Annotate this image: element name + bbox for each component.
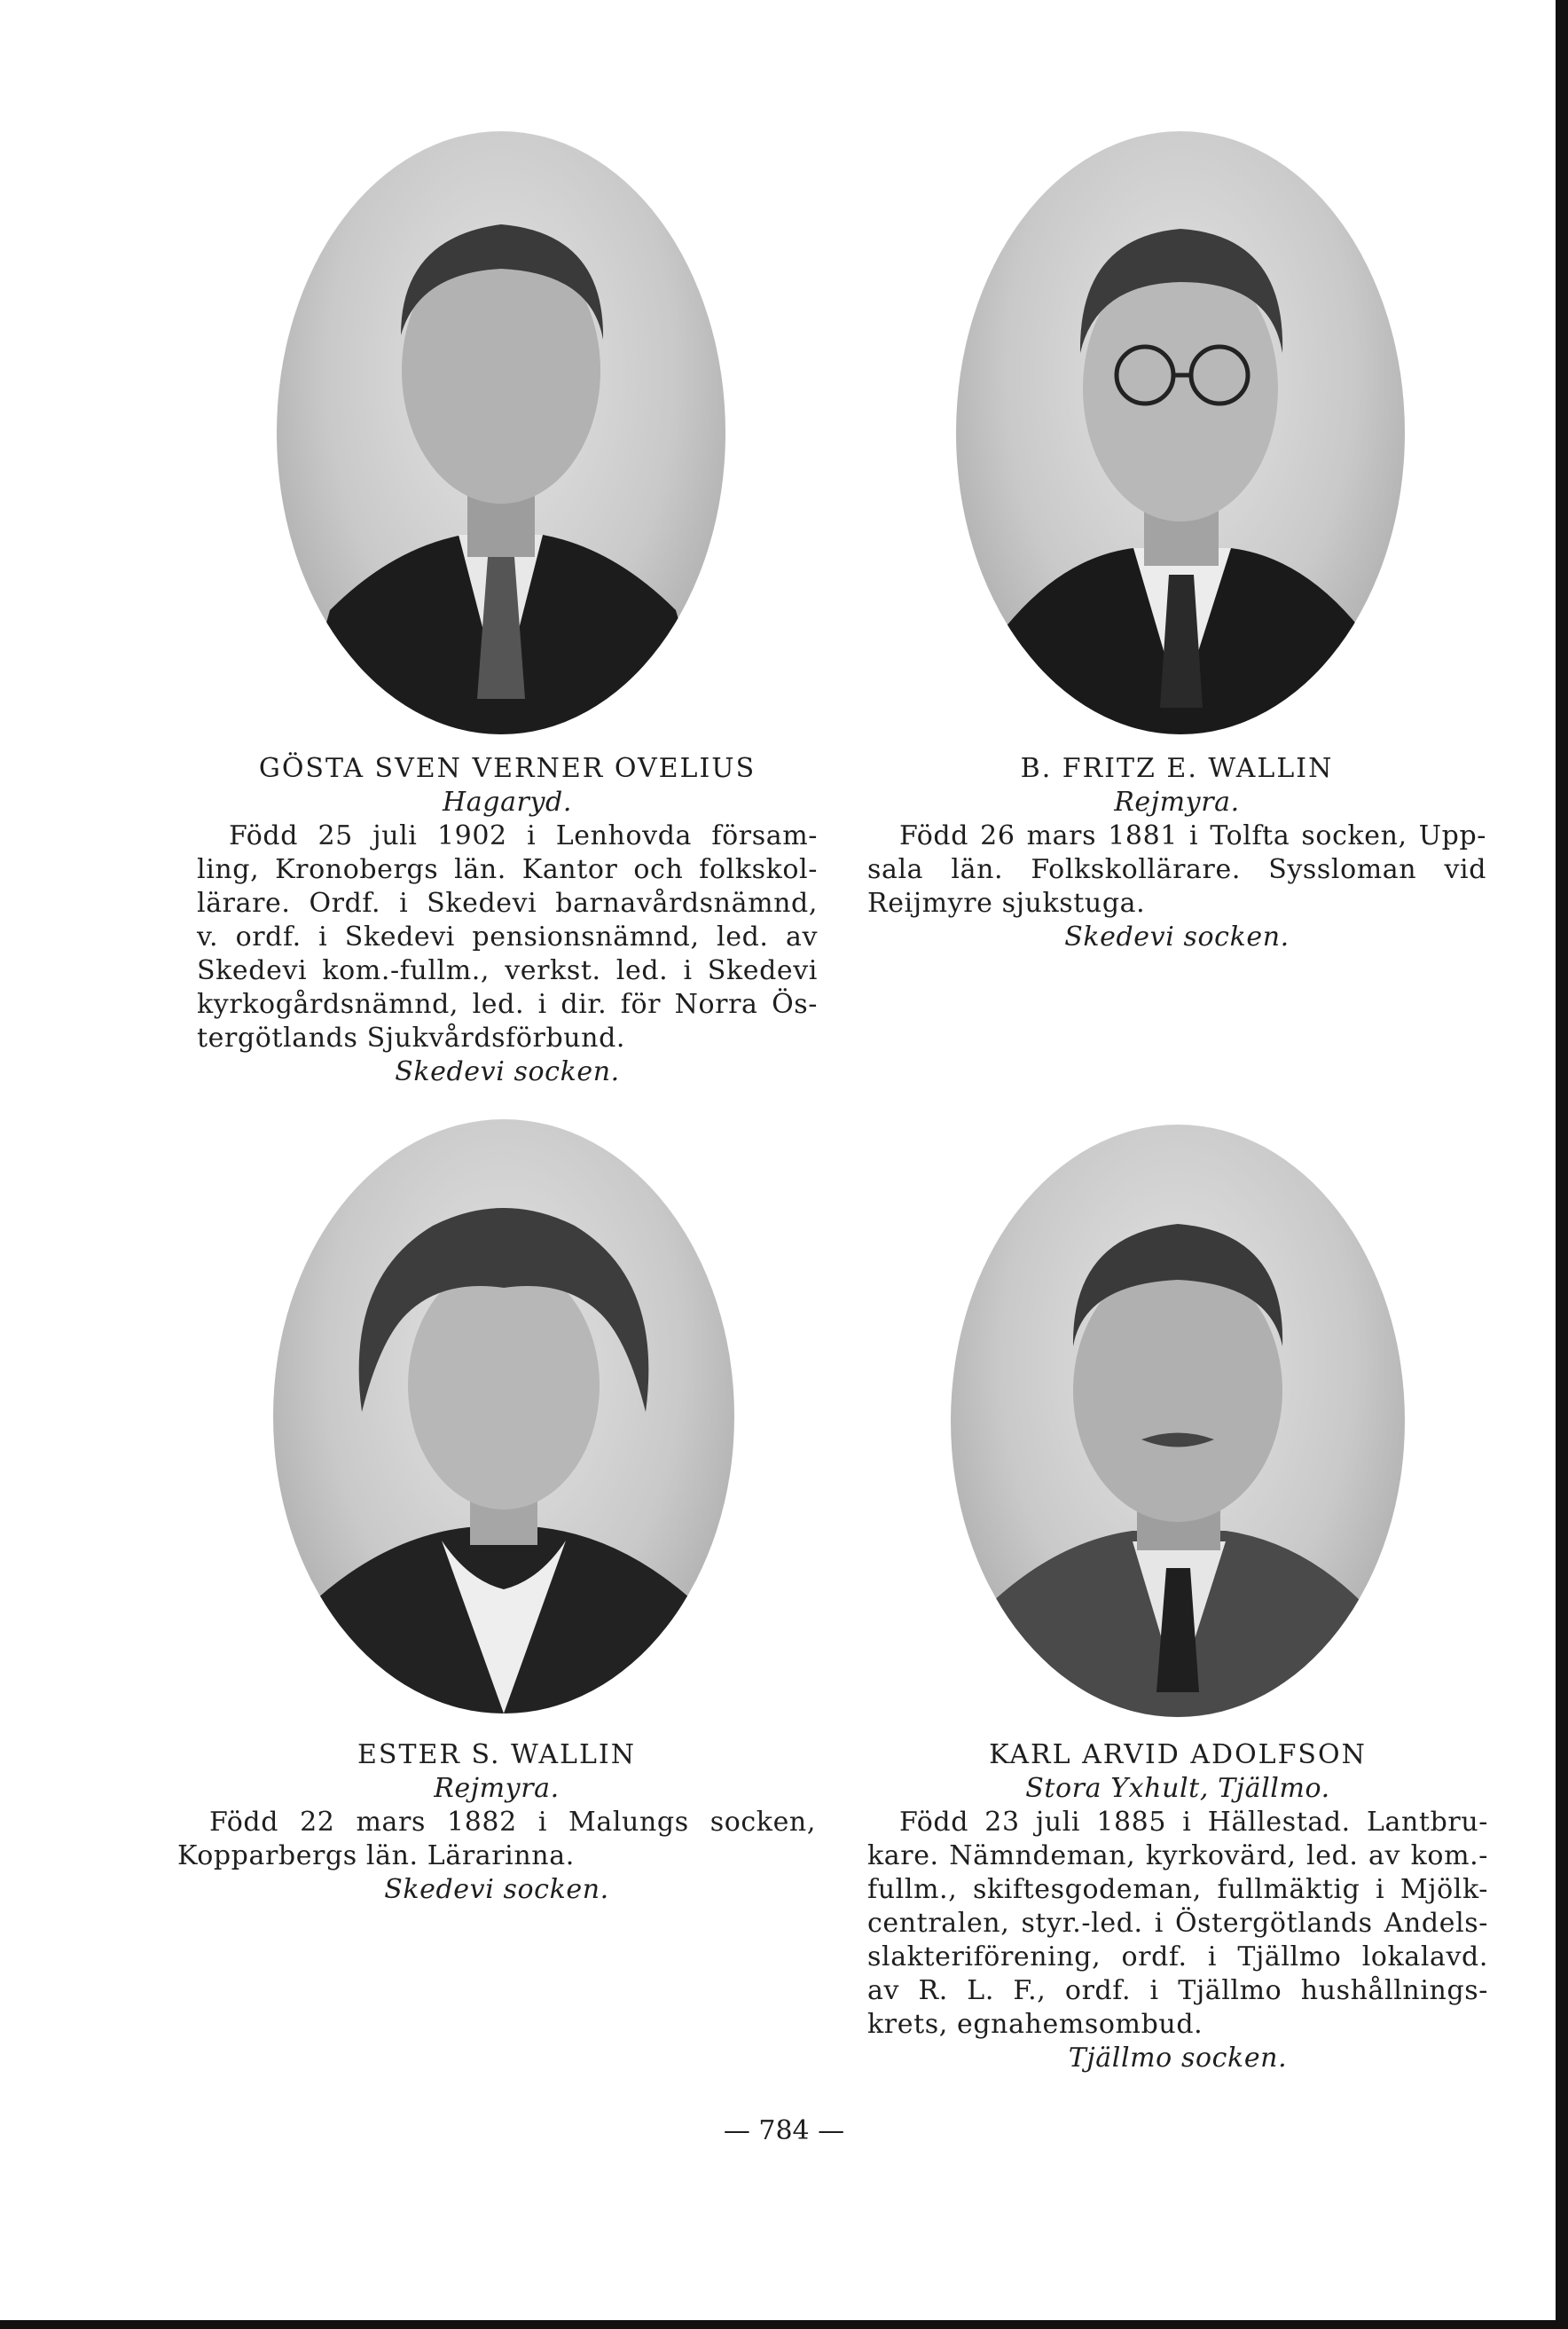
entry-adolfson — [867, 1738, 1488, 2075]
scan-border-bottom — [0, 2320, 1568, 2329]
residence-place: Rejmyra. — [434, 1773, 560, 1804]
bio-line: Kopparbergs län. Lärarinna. — [177, 1840, 575, 1871]
bio-line: sala län. Folkskollärare. Syssloman vid — [867, 854, 1486, 885]
bio-line: centralen, styr.-led. i Östergötlands Andels- — [867, 1908, 1488, 1939]
parish-name: Tjällmo socken. — [1068, 2043, 1288, 2074]
entry-ester-wallin — [177, 1738, 816, 1907]
portrait-photo-adolfson — [951, 1125, 1405, 1717]
bio-line: fullm., skiftesgodeman, fullmäktig i Mjölk- — [867, 1874, 1488, 1905]
bio-line: tergötlands Sjukvårdsförbund. — [197, 1023, 626, 1054]
residence-place: Stora Yxhult, Tjällmo. — [1025, 1773, 1330, 1804]
bio-line: krets, egnahemsombud. — [867, 2009, 1203, 2040]
bio-line: Född 26 mars 1881 i Tolfta socken, Upp- — [899, 820, 1486, 851]
person-name: B. FRITZ E. WALLIN — [1020, 753, 1334, 784]
residence-place: Hagaryd. — [443, 787, 572, 818]
bio-line: kare. Nämndeman, kyrkovärd, led. av kom.- — [867, 1840, 1488, 1871]
bio-line: Född 25 juli 1902 i Lenhovda försam- — [229, 820, 818, 851]
bio-line: lärare. Ordf. i Skedevi barnavårdsnämnd, — [197, 888, 818, 919]
portrait-photo-ovelius — [277, 131, 725, 734]
bio-line: Född 23 juli 1885 i Hällestad. Lantbru- — [899, 1807, 1488, 1838]
biography — [867, 1806, 1488, 2042]
page-number: — 784 — — [723, 2115, 845, 2146]
biography — [867, 819, 1486, 921]
biography — [197, 819, 818, 1055]
parish-name: Skedevi socken. — [395, 1056, 620, 1087]
bio-line: slakteriförening, ordf. i Tjällmo lokalavd. — [867, 1941, 1488, 1972]
bio-line: kyrkogårdsnämnd, led. i dir. för Norra Ös- — [197, 989, 818, 1020]
parish-name: Skedevi socken. — [384, 1874, 609, 1905]
bio-line: ling, Kronobergs län. Kantor och folkskol- — [197, 854, 818, 885]
residence-place: Rejmyra. — [1114, 787, 1240, 818]
portrait-photo-fritz-wallin — [956, 131, 1405, 734]
bio-line: av R. L. F., ordf. i Tjällmo hushållnings- — [867, 1975, 1488, 2006]
person-name: GÖSTA SVEN VERNER OVELIUS — [258, 753, 757, 784]
bio-line: Reijmyre sjukstuga. — [867, 888, 1146, 919]
person-name: KARL ARVID ADOLFSON — [989, 1739, 1367, 1770]
person-name: ESTER S. WALLIN — [357, 1739, 636, 1770]
bio-line: Född 22 mars 1882 i Malungs socken, — [209, 1807, 816, 1838]
bio-line: Skedevi kom.-fullm., verkst. led. i Skedevi — [197, 955, 818, 986]
entry-ovelius — [197, 752, 818, 1089]
bio-line: v. ordf. i Skedevi pensionsnämnd, led. av — [197, 921, 818, 953]
biography — [177, 1806, 816, 1873]
entry-fritz-wallin — [867, 752, 1486, 954]
scan-border-right — [1556, 0, 1568, 2329]
parish-name: Skedevi socken. — [1064, 921, 1290, 953]
portrait-photo-ester-wallin — [273, 1119, 734, 1713]
